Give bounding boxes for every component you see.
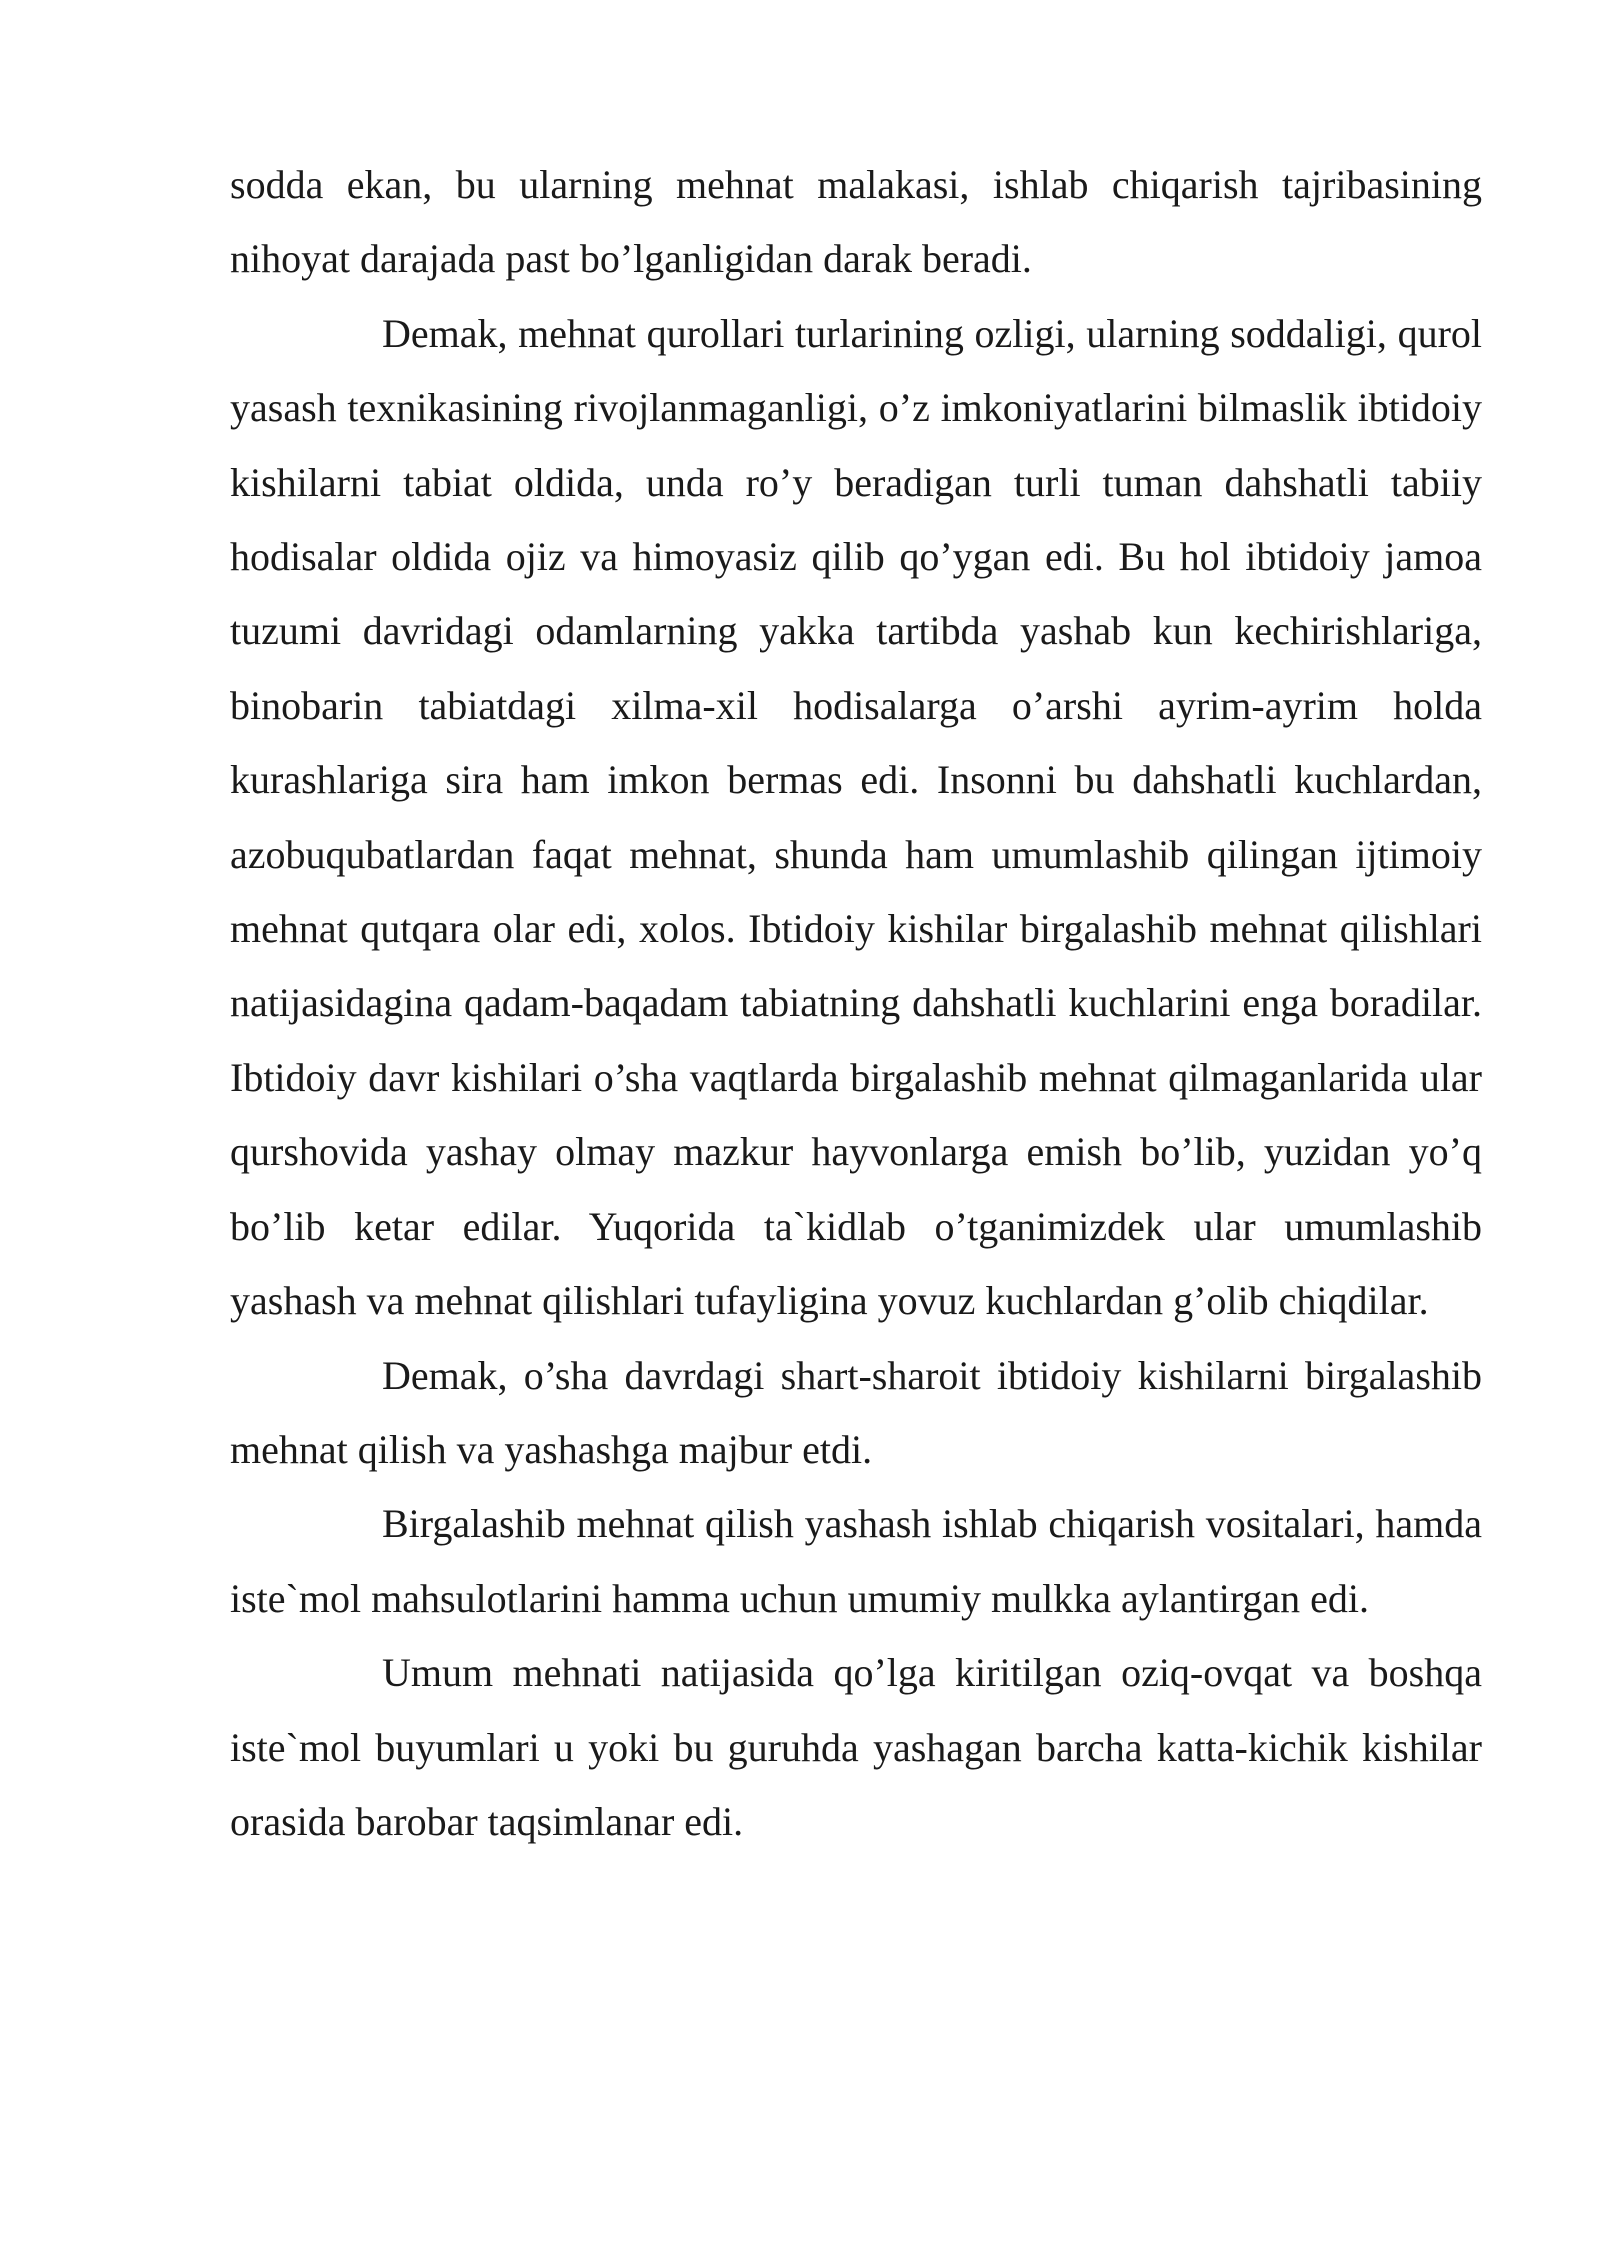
paragraph: Birgalashib mehnat qilish yashash ishlab chiqarish vositalari, hamda iste`mol mahsulotlarini hamma uchun umumiy mulkka aylantirgan edi. bbox=[230, 1501, 1482, 1621]
paragraph: Umum mehnati natijasida qo’lga kiritilgan oziq-ovqat va boshqa iste`mol buyumlari u yoki bu guruhda yashagan barcha katta-kichik kishilar orasida barobar taqsimlanar edi. bbox=[230, 1650, 1482, 1844]
paragraph: Demak, mehnat qurollari turlarining ozligi, ularning soddaligi, qurol yasash texnikasining rivojlanmaganligi, o’z imkoniyatlarini bilmaslik ibtidoiy kishilarni tabiat oldida, unda ro’y beradigan turli tuman dahshatli tabiiy hodisalar oldida ojiz va himoyasiz qilib qo’ygan edi. Bu hol ibtidoiy jamoa tuzumi davridagi odamlarning yakka tartibda yashab kun kechirishlariga, binobarin tabiatdagi xilma-xil hodisalarga o’arshi ayrim-ayrim holda kurashlariga sira ham imkon bermas edi. Insonni bu dahshatli kuchlardan, azobuqubatlardan faqat mehnat, shunda ham umumlashib qilingan ijtimoiy mehnat qutqara olar edi, xolos. Ibtidoiy kishilar birgalashib mehnat qilishlari natijasidagina qadam-baqadam tabiatning dahshatli kuchlarini enga boradilar. Ibtidoiy davr kishilari o’sha vaqtlarda birgalashib mehnat qilmaganlarida ular qurshovida yashay olmay mazkur hayvonlarga emish bo’lib, yuzidan yo’q bo’lib ketar edilar. Yuqorida ta`kidlab o’tganimizdek ular umumlashib yashash va mehnat qilishlari tufayligina yovuz kuchlardan g’olib chiqdilar. bbox=[230, 310, 1482, 1324]
paragraph: Demak, o’sha davrdagi shart-sharoit ibtidoiy kishilarni birgalashib mehnat qilish va yashashga majbur etdi. bbox=[230, 1352, 1482, 1472]
body-text bbox=[230, 148, 1482, 1859]
paragraph-continuation: sodda ekan, bu ularning mehnat malakasi, ishlab chiqarish tajribasining nihoyat darajada past bo’lganligidan darak beradi. bbox=[230, 162, 1482, 282]
